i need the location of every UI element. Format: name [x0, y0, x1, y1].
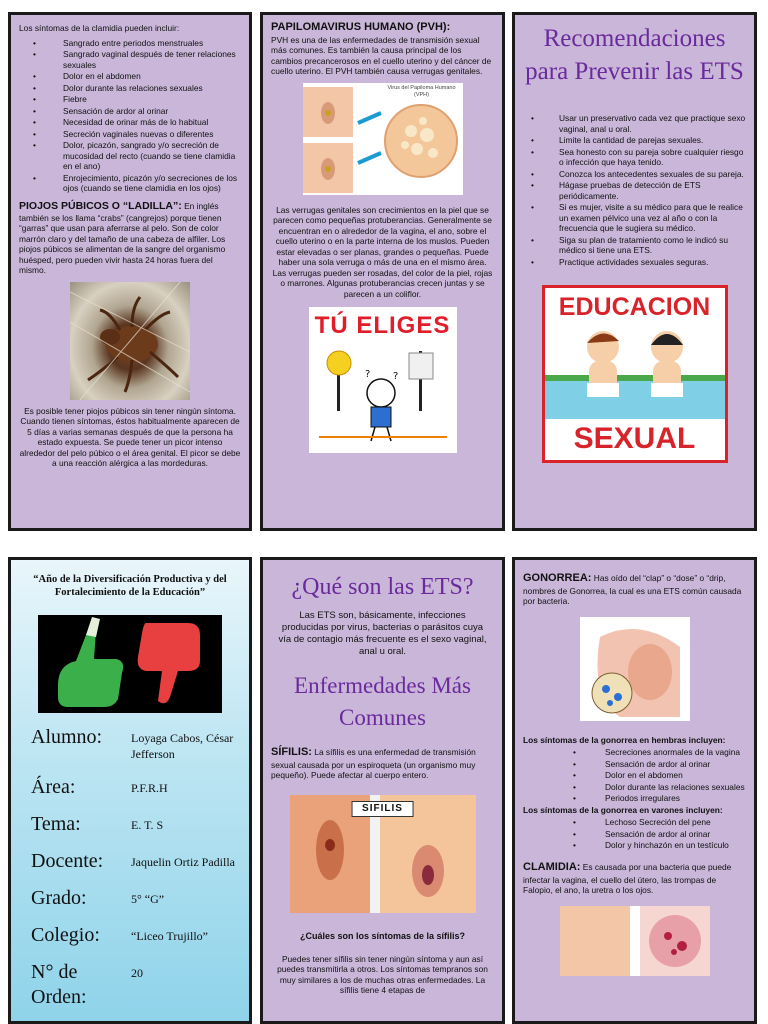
- cover-field-label: Docente:: [31, 849, 104, 872]
- cover-field-value: “Liceo Trujillo”: [131, 928, 208, 943]
- prevention-item: • Conozca los antecedentes sexuales de su pareja.: [523, 169, 746, 180]
- gonorrhea-women-list: [523, 747, 746, 804]
- panel-what-are-sti: [260, 557, 505, 1024]
- syphilis-title: SÍFILIS:: [271, 745, 312, 758]
- tu-eliges-poster: [309, 307, 457, 453]
- louse-icon: [70, 282, 190, 400]
- thumbs-up-down-icon: [38, 615, 222, 713]
- hpv-text-2: Las verrugas genitales son crecimientos en la piel que se parecen como pequeñas protuberancias. Generalmente se encuentran en o alrededor de la vagina, el ano, sobre el cuello uterino o en la parte interna de los muslos. Pueden estar elevadas o ser planas, grandes o pequeñas. Puede haber una sola verruga o más de una en el mismo área. Las verrugas pueden ser rosadas, del color de la piel, rojas o marrones. Algunas protuberancias crecen juntas y se parecen a un coliflor.: [272, 204, 493, 299]
- gonorrhea-women-item: • Dolor en el abdomen: [523, 770, 746, 781]
- chlamydia-symptom-item: • Fiebre: [19, 94, 241, 105]
- chlamydia-intro: Los síntomas de la clamidia pueden incluir:: [19, 23, 180, 33]
- gonorrhea-image: [580, 617, 690, 721]
- chlamydia-symptom-item: • Dolor, picazón, sangrado y/o secreción de mucosidad del recto (cuando se tiene clamidia en el ano): [19, 140, 241, 172]
- cover-field-value: 20: [131, 965, 143, 980]
- syphilis-image-label: SIFILIS: [351, 801, 414, 818]
- gonorrhea-women-item: • Periodos irregulares: [523, 793, 746, 804]
- gonorrhea-women-item: • Secreciones anormales de la vagina: [523, 747, 746, 758]
- poster-top-text: EDUCACION: [558, 293, 711, 321]
- syphilis-paragraph: [271, 746, 494, 781]
- cover-field-value: Loyaga Cabos, César Jefferson: [131, 731, 234, 762]
- stick-figure-icon: [309, 341, 457, 451]
- gonorrhea-title: GONORREA:: [523, 572, 592, 584]
- chlamydia-symptom-item: • Dolor en el abdomen: [19, 71, 241, 82]
- prevention-item: • Si es mujer, visite a su médico para que le realice un examen pélvico una vez al año o con la frecuencia que le sugiera su médico.: [523, 202, 746, 234]
- what-are-sti-title: ¿Qué son las ETS?: [291, 574, 474, 600]
- panel-prevention: [512, 12, 757, 531]
- chlamydia-paragraph: [523, 861, 746, 896]
- panel-hpv: [260, 12, 505, 531]
- panel-chlamydia-lice: [8, 12, 252, 531]
- hpv-image: [303, 83, 463, 195]
- chlamydia-illustration-icon: [560, 906, 710, 976]
- chlamydia-symptom-item: • Sensación de ardor al orinar: [19, 106, 241, 117]
- panel-cover: [8, 557, 252, 1024]
- prevention-list: [523, 113, 746, 267]
- gonorrhea-women-item: • Dolor durante las relaciones sexuales: [523, 782, 746, 793]
- panel-gonorrhea: [512, 557, 757, 1024]
- gonorrhea-illustration-icon: [580, 617, 690, 721]
- syphilis-text: La sífilis es una enfermedad de transmisión sexual causada por un espiroqueta (un organismo muy pequeño). Puede afectar al cuerpo entero.: [271, 746, 476, 781]
- chlamydia-symptom-item: • Sangrado vaginal después de tener relaciones sexuales: [19, 49, 241, 70]
- syphilis-text-2: Puedes tener sífilis sin tener ningún síntoma y aun así puedes transmitirla a otros. Los síntomas tempranos son muy similares a los de muchas otras enfermedades. La sífilis tiene 4 etapas de: [277, 953, 488, 996]
- cover-field-label: Área:: [31, 775, 76, 798]
- chlamydia-symptom-item: • Necesidad de orinar más de lo habitual: [19, 117, 241, 128]
- cover-field-label: Tema:: [31, 812, 81, 835]
- chlamydia-title: CLAMIDIA:: [523, 860, 581, 873]
- gonorrhea-men-item: • Sensación de ardor al orinar: [523, 829, 746, 840]
- gonorrhea-men-title: Los síntomas de la gonorrea en varones incluyen:: [523, 804, 723, 815]
- gonorrhea-women-title: Los síntomas de la gonorrea en hembras incluyen:: [523, 734, 726, 745]
- cover-field-row: [31, 960, 241, 1010]
- cover-field-label: N° de Orden:: [31, 960, 87, 1008]
- syphilis-question: ¿Cuáles son los síntomas de la sífilis?: [299, 930, 466, 941]
- chlamydia-image: [560, 906, 710, 976]
- gonorrhea-men-item: • Lechoso Secreción del pene: [523, 817, 746, 828]
- what-are-sti-text: Las ETS son, básicamente, infecciones producidas por virus, bacterias o parásitos cuya vía de contagio más frecuente es el sexo vaginal, anal u oral.: [278, 610, 487, 657]
- cover-field-row: [31, 812, 241, 837]
- gonorrhea-women-item: • Sensación de ardor al orinar: [523, 759, 746, 770]
- prevention-item: • Hágase pruebas de detección de ETS periódicamente.: [523, 180, 746, 201]
- cover-field-value: 5° “G”: [131, 891, 165, 906]
- prevention-item: • Limite la cantidad de parejas sexuales.: [523, 135, 746, 146]
- sexual-education-poster: [542, 285, 728, 463]
- svg-text:?: ?: [392, 371, 398, 383]
- prevention-item: • Sea honesto con su pareja sobre cualquier riesgo o infección que haya tenido.: [523, 147, 746, 168]
- common-diseases-title: Enfermedades Más Comunes: [294, 672, 471, 730]
- cover-field-row: [31, 886, 241, 911]
- prevention-item: • Practique actividades sexuales seguras.: [523, 257, 746, 268]
- syphilis-image: [290, 795, 476, 913]
- cover-field-label: Alumno:: [31, 726, 103, 749]
- cover-field-value: E. T. S: [131, 817, 164, 832]
- chlamydia-symptom-item: • Sangrado entre periodos menstruales: [19, 38, 241, 49]
- hpv-title: PAPILOMAVIRUS HUMANO (PVH):: [271, 21, 451, 33]
- children-illustration-icon: [545, 323, 725, 419]
- thumbs-image: [38, 615, 222, 713]
- cover-field-row: [31, 725, 241, 762]
- gonorrhea-men-list: [523, 817, 746, 851]
- svg-text:?: ?: [364, 369, 370, 381]
- chlamydia-symptom-item: • Dolor durante las relaciones sexuales: [19, 83, 241, 94]
- cover-field-row: [31, 775, 241, 800]
- cover-field-label: Grado:: [31, 886, 87, 909]
- cover-field-value: P.F.R.H: [131, 780, 168, 795]
- poster-bottom-text: SEXUAL: [573, 421, 696, 455]
- hpv-image-caption: Virus del Papiloma Humano (VPH): [387, 84, 456, 98]
- cover-fields: [19, 725, 241, 1009]
- lice-text-2: Es posible tener piojos púbicos sin tener ningún síntoma. Cuando tienen síntomas, éstos habitualmente aparecen de 5 días a varias semanas después de que la persona ha estado expuesta. Se puede tener un picor intenso alrededor del pelo púbico o el área genital. El picor se debe a una reacción alérgica a las mordeduras.: [19, 405, 241, 469]
- gonorrhea-text: Has oído del “clap” o “dose” o “drip, nombres de Gonorrea, la cual es una ETS común causada por bacteria.: [523, 573, 742, 607]
- prevention-title: Recomendaciones para Prevenir las ETS: [525, 25, 744, 85]
- cover-field-value: Jaquelin Ortiz Padilla: [131, 854, 235, 869]
- prevention-item: • Siga su plan de tratamiento como le indicó su médico si tiene una ETS.: [523, 235, 746, 256]
- chlamydia-symptom-list: [19, 38, 241, 194]
- lice-text: En inglés también se los llama “crabs” (cangrejos) porque tienen “garras” que usan para aferrarse al pelo. Son de color marrón claro y del tamaño de una cabeza de alfiler. Los piojos púbicos se alimentan de la sangre del organismo huésped, pero pueden vivir hasta 24 horas fuera del mismo.: [19, 200, 226, 276]
- chlamydia-symptom-item: • Secreción vaginales nuevas o diferentes: [19, 129, 241, 140]
- gonorrhea-men-item: • Dolor y hinchazón en un testículo: [523, 840, 746, 851]
- hpv-illustration-icon: [303, 83, 463, 195]
- chlamydia-symptom-item: • Enrojecimiento, picazón y/o secreciones de los ojos (cuando se tiene clamidia en los ojos): [19, 173, 241, 194]
- cover-field-row: [31, 849, 241, 874]
- lice-paragraph: [19, 200, 241, 276]
- cover-slogan: “Año de la Diversificación Productiva y del Fortalecimiento de la Educación”: [33, 574, 227, 598]
- cover-field-label: Colegio:: [31, 923, 100, 946]
- prevention-item: • Usar un preservativo cada vez que practique sexo vaginal, anal u oral.: [523, 113, 746, 134]
- gonorrhea-paragraph: [523, 572, 746, 607]
- hpv-text: PVH es una de las enfermedades de transmisión sexual más comunes. Es también la causa principal de los cambios precancerosos en el cuello uterino y del cáncer de cuello uterino. El PVH también causa verrugas genitales.: [271, 34, 492, 77]
- lice-title: PIOJOS PÚBICOS O “LADILLA”:: [19, 199, 182, 212]
- chlamydia-text: Es causada por una bacteria que puede infectar la vagina, el cuello del útero, las trompas de Falopio, el ano, la uretra o los ojos.: [523, 861, 732, 895]
- tu-eliges-title: TÚ ELIGES: [314, 312, 451, 340]
- cover-field-row: [31, 923, 241, 948]
- pubic-louse-image: [70, 282, 190, 400]
